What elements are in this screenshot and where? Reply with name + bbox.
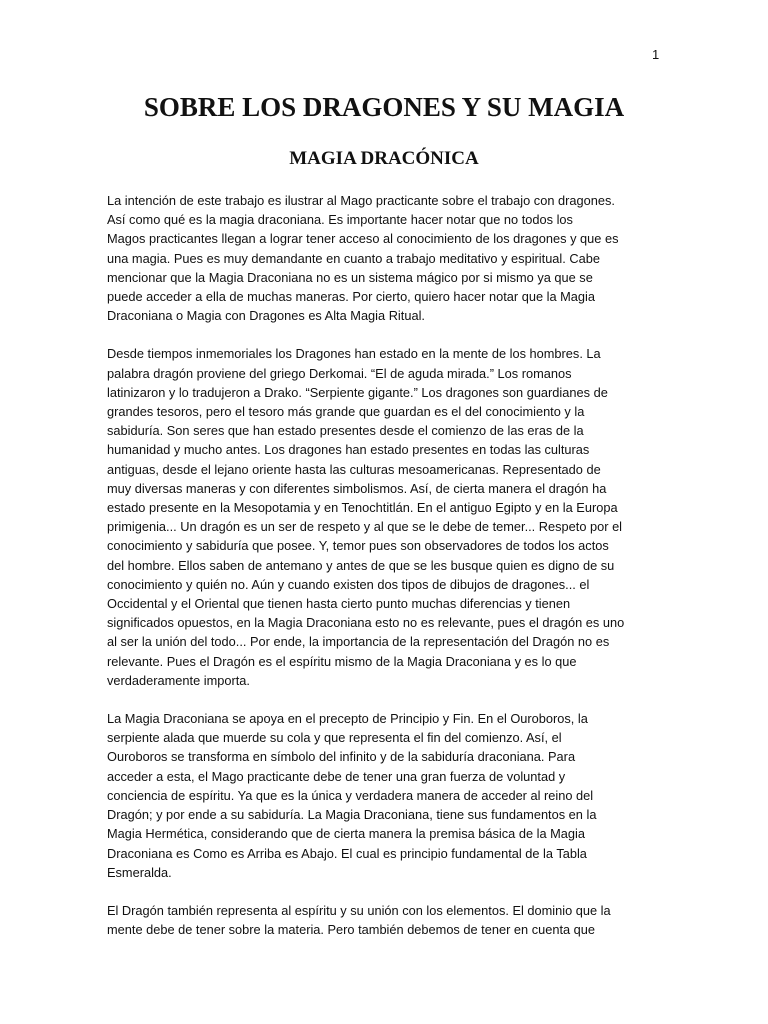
- page-number: 1: [652, 47, 660, 62]
- document-title: SOBRE LOS DRAGONES Y SU MAGIA: [143, 92, 625, 122]
- paragraph-1: La intención de este trabajo es ilustrar al Mago practicante sobre el trabajo con dragones. Así como qué es la magia draconiana. Es importante hacer notar que no todos los Magos practicantes llegan a lograr tener acceso al conocimiento de los dragones y que es una magia. Pues es muy demandante en cuanto a trabajo meditativo y espiritual. Cabe mencionar que la Magia Draconiana no es un sistema mágico por si mismo ya que se puede acceder a ella de muchas maneras. Por cierto, quiero hacer notar que la Magia Draconiana o Magia con Dragones es Alta Magia Ritual.: [107, 193, 619, 324]
- document-subtitle: MAGIA DRACÓNICA: [289, 148, 479, 169]
- paragraph-4: El Dragón también representa al espíritu y su unión con los elementos. El dominio que la mente debe de tener sobre la materia. Pero también debemos de tener en cuenta que: [107, 902, 611, 938]
- paragraph-2: Desde tiempos inmemoriales los Dragones han estado en la mente de los hombres. La palabra dragón proviene del griego Derkomai. “El de aguda mirada.” Los romanos latinizaron y lo tradujeron a Drako. “Serpiente gigante.” Los dragones son guardianes de grandes tesoros, pero el tesoro más grande que guardan es el del conocimiento y la sabiduría. Son seres que han estado presentes desde el comienzo de las eras de la humanidad y mucho antes. Los dragones han estado presentes en todas las culturas antiguas, desde el lejano oriente hasta las culturas mesoamericanas. Representado de muy diversas maneras y con diferentes simbolismos. Así, de cierta manera el dragón ha estado presente en la Mesopotamia y en Tenochtitlán. En el antiguo Egipto y en la Europa primigenia... Un dragón es un ser de respeto y al que se le debe de temer... Respeto por el conocimiento y sabiduría que posee. Y, temor pues son observadores de todos los actos del hombre. Ellos saben de antemano y antes de que se les busque quien es digno de su conocimiento y quién no. Aún y cuando existen dos tipos de dibujos de dragones... el Occidental y el Oriental que tienen hasta cierto punto muchas diferencias y tienen significados opuestos, en la Magia Draconiana esto no es relevante, pues el dragón es uno al ser la unión del todo... Por ende, la importancia de la representación del Dragón no es relevante. Pues el Dragón es el espíritu mismo de la Magia Draconiana y es lo que verdaderamente importa.: [107, 346, 625, 688]
- paragraph-3: La Magia Draconiana se apoya en el precepto de Principio y Fin. En el Ouroboros, la serpiente alada que muerde su cola y que representa el fin del comienzo. Así, el Ouroboros se transforma en símbolo del infinito y de la sabiduría draconiana. Para acceder a esta, el Mago practicante debe de tener una gran fuerza de voluntad y conciencia de espíritu. Ya que es la única y verdadera manera de acceder al reino del Dragón; y por ende a su sabiduría. La Magia Draconiana, tiene sus fundamentos en la Magia Hermética, considerando que de cierta manera la premisa básica de la Magia Draconiana es Como es Arriba es Abajo. El cual es principio fundamental de la Tabla Esmeralda.: [107, 711, 597, 880]
- body-text: [107, 191, 667, 958]
